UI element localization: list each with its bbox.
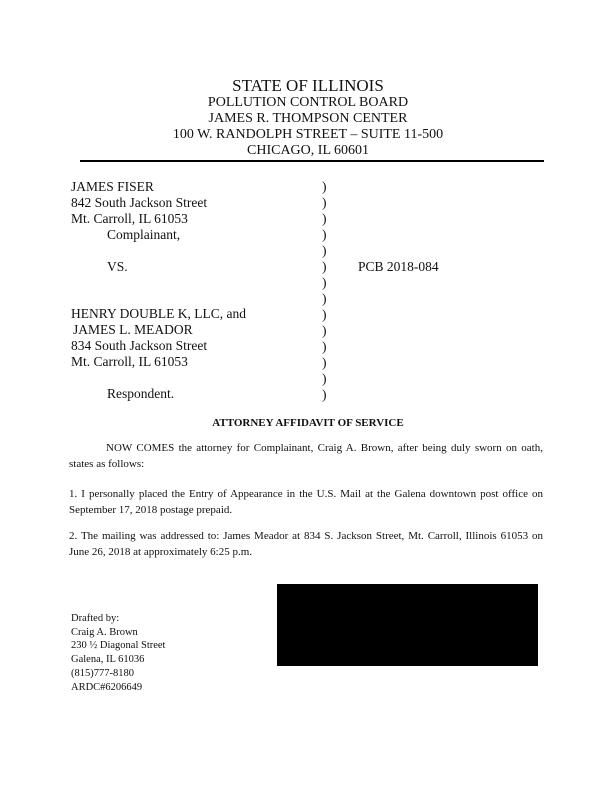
complainant-address-1: 842 South Jackson Street	[71, 195, 208, 210]
item-2-paragraph: 2. The mailing was addressed to: James Meador at 834 S. Jackson Street, Mt. Carroll, Illinois 61053 on June 26, 2018 at approximately 6:25 p.m.	[69, 530, 543, 558]
intro-paragraph: NOW COMES the attorney for Complainant, Craig A. Brown, after being duly sworn on oath, states as follows:	[69, 442, 543, 470]
respondent-name-2: JAMES L. MEADOR	[73, 322, 193, 337]
caption-paren: )	[322, 291, 327, 306]
respondent-address-2: Mt. Carroll, IL 61053	[71, 354, 188, 369]
complainant-address-2: Mt. Carroll, IL 61053	[71, 211, 188, 226]
caption-paren: )	[322, 355, 327, 370]
header-city: CHICAGO, IL 60601	[247, 143, 369, 158]
complainant-role: Complainant,	[107, 227, 181, 242]
drafter-phone: (815)777-8180	[71, 668, 134, 679]
case-number: PCB 2018-084	[358, 259, 439, 274]
drafter-ardc: ARDC#6206649	[71, 682, 143, 693]
caption-paren: )	[322, 323, 327, 338]
caption-paren: )	[322, 195, 327, 210]
caption-paren: )	[322, 387, 327, 402]
versus-label: VS.	[107, 259, 128, 274]
caption-paren: )	[322, 259, 327, 274]
drafter-street: 230 ½ Diagonal Street	[71, 640, 166, 651]
caption-paren: )	[322, 179, 327, 194]
header-board: POLLUTION CONTROL BOARD	[207, 95, 409, 110]
drafter-city: Galena, IL 61036	[71, 654, 145, 665]
caption-paren: )	[322, 211, 327, 226]
redacted-signature-block	[277, 584, 538, 666]
drafted-label: Drafted by:	[71, 613, 120, 624]
complainant-name: JAMES FISER	[71, 179, 154, 194]
header-state: STATE OF ILLINOIS	[232, 76, 384, 95]
header-rule	[80, 160, 544, 162]
header-street: 100 W. RANDOLPH STREET – SUITE 11-500	[172, 127, 444, 142]
item-1-paragraph: 1. I personally placed the Entry of Appearance in the U.S. Mail at the Galena downtown post office on September 17, 2018 postage prepaid.	[69, 488, 543, 516]
caption-paren: )	[322, 371, 327, 386]
respondent-role: Respondent.	[107, 386, 175, 401]
respondent-name-1: HENRY DOUBLE K, LLC, and	[71, 306, 246, 321]
affidavit-title: ATTORNEY AFFIDAVIT OF SERVICE	[212, 417, 404, 429]
header-center: JAMES R. THOMPSON CENTER	[208, 111, 408, 126]
caption-paren: )	[322, 275, 327, 290]
caption-paren: )	[322, 307, 327, 322]
caption-paren: )	[322, 227, 327, 242]
respondent-address-1: 834 South Jackson Street	[71, 338, 208, 353]
drafter-name: Craig A. Brown	[71, 627, 138, 638]
caption-paren: )	[322, 339, 327, 354]
caption-paren: )	[322, 243, 327, 258]
